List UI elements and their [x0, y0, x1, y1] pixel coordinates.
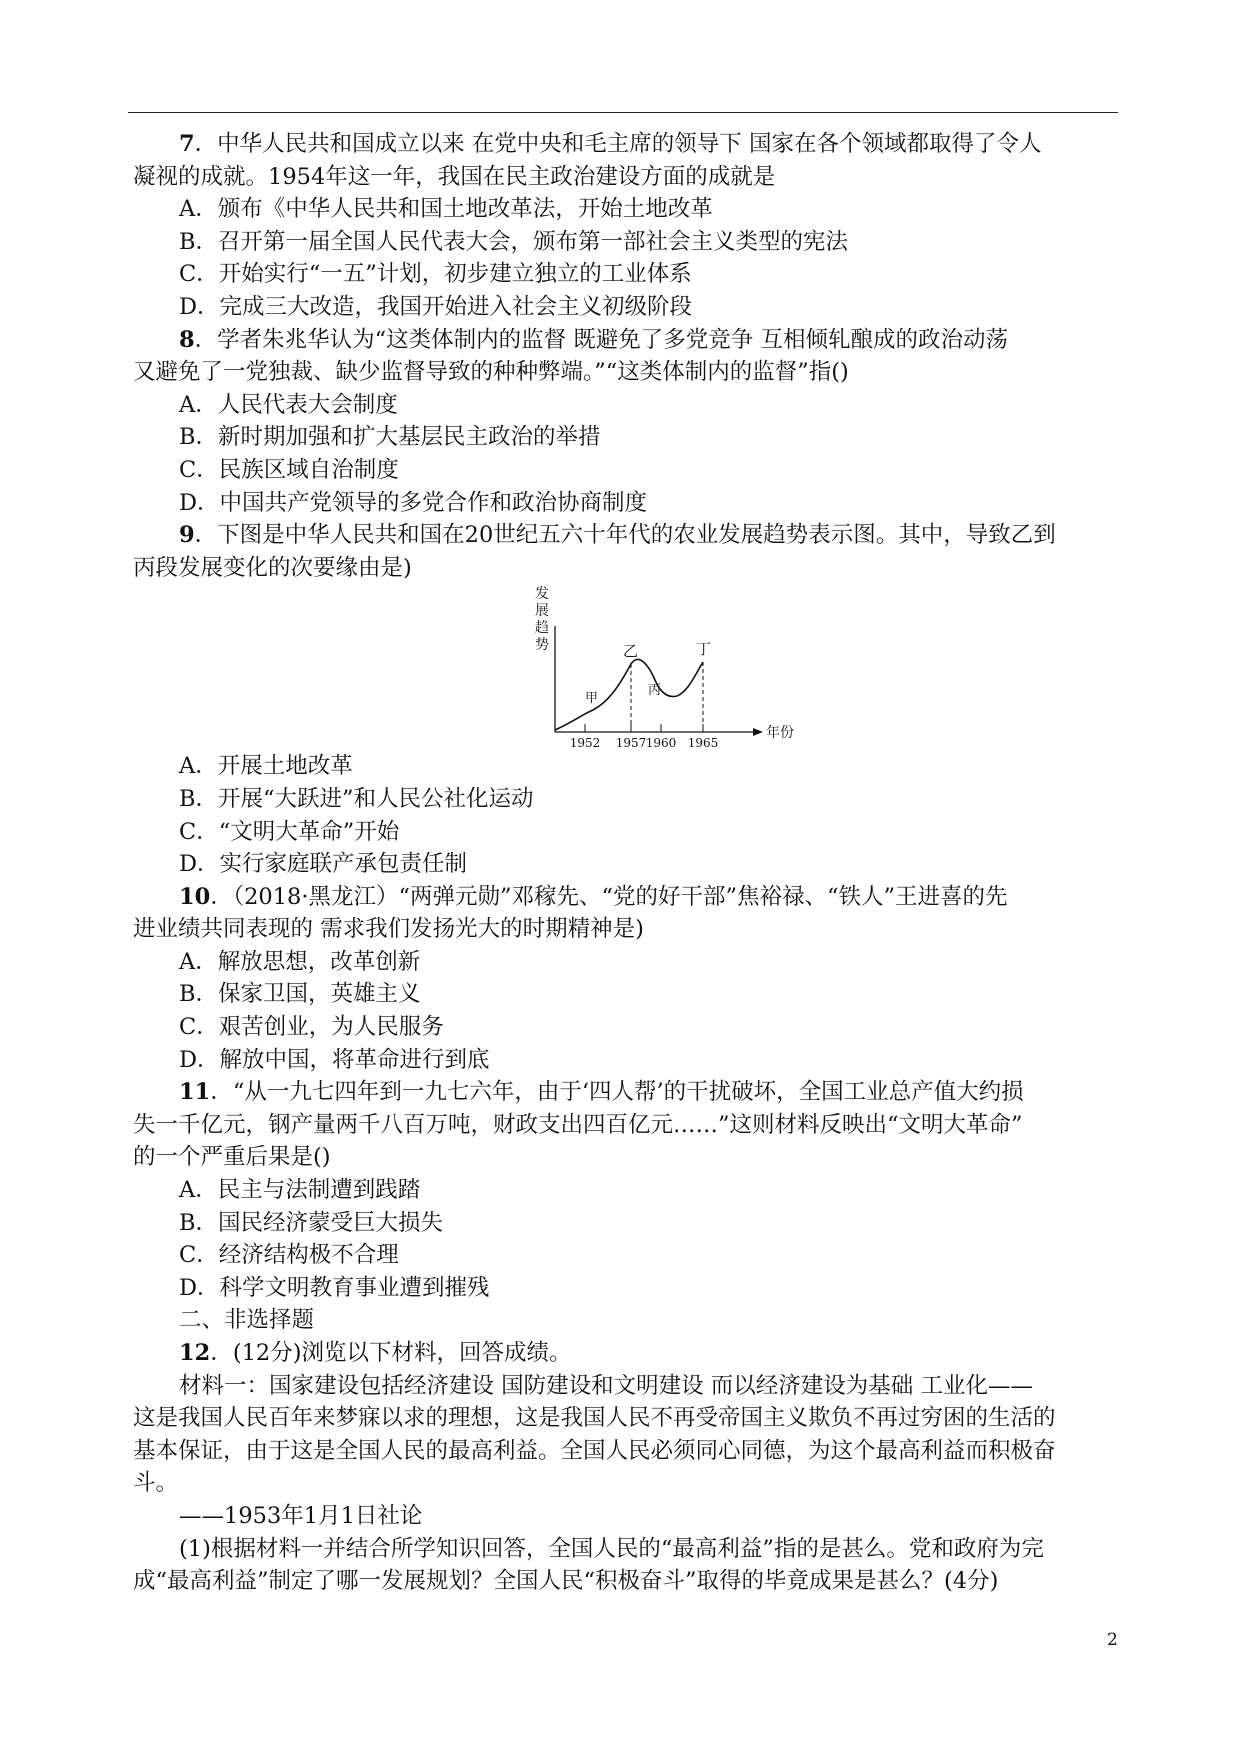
q12-material-line2: 这是我国人民百年来梦寐以求的理想，这是我国人民不再受帝国主义欺负不再过穷困的生活的	[133, 1405, 1056, 1432]
q8-stem-line2: 又避免了一党独裁、缺少监督导致的种种弊端。”“这类体制内的监督”指()	[133, 359, 849, 386]
x-axis-arrow	[753, 728, 763, 736]
q7-stem1: ．中华人民共和国成立以来 在党中央和毛主席的领导下 国家在各个领域都取得了令人	[194, 131, 1042, 157]
q11-option-d: D．科学文明教育事业遭到摧残	[179, 1274, 490, 1301]
point-label-bing: 丙	[648, 683, 662, 699]
agriculture-trend-chart	[133, 584, 1125, 750]
point-label-ding: 丁	[696, 640, 712, 659]
q12-sub1-line2: 成“最高利益”制定了哪一发展规划？全国人民“积极奋斗”取得的毕竟成果是甚么？(4分)	[133, 1568, 999, 1595]
x-tick-label-1957: 1957	[615, 736, 647, 751]
q7-option-c: C．开始实行“一五”计划，初步建立独立的工业体系	[179, 261, 692, 288]
ylabel-char: 展	[535, 603, 549, 620]
trend-chart-svg	[513, 584, 794, 751]
q7-stem-line1	[133, 128, 1125, 161]
q11-option-a: A．民主与法制遭到践踏	[179, 1177, 421, 1204]
q9-stem-line2: 丙段发展变化的次要缘由是)	[133, 554, 412, 581]
q12-number: 12	[179, 1340, 211, 1366]
q7-number: 7	[179, 131, 195, 157]
q10-option-c: C．艰苦创业，为人民服务	[179, 1014, 444, 1041]
q8-option-c: C．民族区域自治制度	[179, 456, 399, 483]
q8-option-a: A．人民代表大会制度	[179, 391, 398, 418]
point-label-yi: 乙	[623, 642, 639, 661]
q11-option-c: C．经济结构极不合理	[179, 1242, 399, 1269]
page-number: 2	[1107, 1630, 1118, 1650]
trend-curve	[555, 660, 703, 731]
q8-option-d: D．中国共产党领导的多党合作和政治协商制度	[179, 489, 648, 516]
q9-stem1: ．下图是中华人民共和国在20世纪五六十年代的农业发展趋势表示图。其中，导致乙到	[194, 522, 1056, 549]
q9-option-c: C．“文明大革命”开始	[179, 818, 400, 845]
x-tick-label-1952: 1952	[569, 736, 601, 751]
q7-option-b: B．召开第一届全国人民代表大会，颁布第一部社会主义类型的宪法	[179, 228, 849, 255]
q9-option-d: D．实行家庭联产承包责任制	[179, 851, 468, 878]
q9-option-a: A．开展土地改革	[179, 753, 353, 780]
q12-material-line1: 材料一：国家建设包括经济建设 国防建设和文明建设 而以经济建设为基础 工业化——	[179, 1372, 1033, 1399]
q12-material-line4: 斗。	[133, 1470, 179, 1497]
q10-option-a: A．解放思想，改革创新	[179, 948, 421, 975]
q9-number: 9	[179, 522, 195, 549]
q10-stem1: ．（2018·黑龙江）“两弹元勋”邓稼先、“党的好干部”焦裕禄、“铁人”王进喜的先	[210, 883, 1008, 910]
q7-option-d: D．完成三大改造，我国开始进入社会主义初级阶段	[179, 293, 693, 320]
chart-xlabel: 年份	[766, 725, 794, 742]
ylabel-char: 势	[535, 637, 549, 654]
q10-option-b: B．保家卫国，英雄主义	[179, 981, 421, 1008]
q12-stem	[133, 1337, 1125, 1370]
q11-number: 11	[179, 1079, 211, 1106]
q8-stem1: ．学者朱兆华认为“这类体制内的监督 既避免了多党竞争 互相倾轧酿成的政治动荡	[194, 326, 1008, 353]
exam-content	[133, 128, 1125, 1598]
q7-stem-line2: 凝视的成就。1954年这一年，我国在民主政治建设方面的成就是	[133, 163, 776, 190]
section-heading: 二、非选择题	[179, 1307, 315, 1334]
q9-stem-line1	[133, 519, 1125, 552]
q12-source: ——1953年1月1日社论	[179, 1502, 423, 1529]
q8-number: 8	[179, 326, 195, 353]
x-ticks	[570, 724, 719, 750]
ylabel-char: 发	[535, 586, 549, 603]
q10-option-d: D．解放中国，将革命进行到底	[179, 1046, 490, 1073]
q11-stem-line1	[133, 1076, 1125, 1109]
chart-ylabel	[535, 586, 549, 653]
header-rule	[128, 112, 1118, 113]
q10-stem-line2: 进业绩共同表现的 需求我们发扬光大的时期精神是)	[133, 916, 644, 943]
q12-stem-text: ．(12分)浏览以下材料，回答成绩。	[210, 1340, 572, 1366]
q9-option-b: B．开展“大跃进”和人民公社化运动	[179, 785, 534, 812]
x-tick-label-1960: 1960	[645, 736, 677, 751]
q11-option-b: B．国民经济蒙受巨大损失	[179, 1209, 444, 1236]
q11-stem-line3: 的一个严重后果是()	[133, 1144, 331, 1171]
q8-option-b: B．新时期加强和扩大基层民主政治的举措	[179, 424, 601, 451]
q11-stem1: ．“从一九七四年到一九七六年，由于‘四人帮’的干扰破坏，全国工业总产值大约损	[210, 1079, 1024, 1106]
point-label-jia: 甲	[585, 691, 599, 707]
q10-stem-line1	[133, 881, 1125, 914]
ylabel-char: 趋	[535, 620, 549, 637]
q7-option-a: A．颁布《中华人民共和国土地改革法，开始土地改革	[179, 196, 713, 223]
q11-stem-line2: 失一千亿元，钢产量两千八百万吨，财政支出四百亿元……”这则材料反映出“文明大革命”	[133, 1111, 1023, 1138]
q12-material-line3: 基本保证，由于这是全国人民的最高利益。全国人民必须同心同德，为这个最高利益而积极奋	[133, 1437, 1056, 1464]
q8-stem-line1	[133, 324, 1125, 357]
q12-sub1-line1: (1)根据材料一并结合所学知识回答，全国人民的“最高利益”指的是甚么。党和政府为完	[179, 1535, 1044, 1562]
q10-number: 10	[179, 883, 211, 910]
x-tick-label-1965: 1965	[687, 736, 719, 751]
